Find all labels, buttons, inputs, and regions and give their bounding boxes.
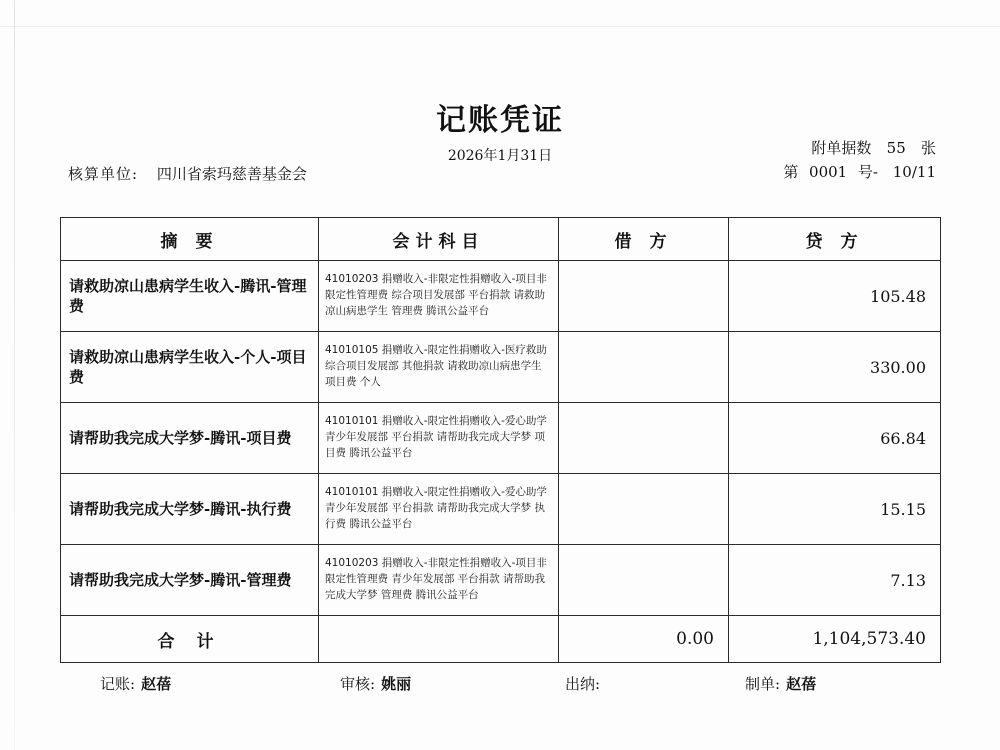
preparer-label: 制单: bbox=[745, 675, 781, 693]
row-abstract: 请救助凉山患病学生收入-腾讯-管理费 bbox=[61, 261, 319, 332]
total-spacer bbox=[319, 616, 559, 663]
voucher-number-suffix: 号- bbox=[857, 163, 878, 181]
row-abstract: 请帮助我完成大学梦-腾讯-管理费 bbox=[61, 545, 319, 616]
total-label: 合 计 bbox=[61, 616, 319, 663]
row-credit: 15.15 bbox=[729, 474, 941, 545]
table-row bbox=[61, 545, 941, 616]
column-header-abstract: 摘 要 bbox=[61, 218, 319, 261]
recorder-label: 记账: bbox=[100, 675, 136, 693]
attachment-count: 55 bbox=[886, 139, 906, 157]
accounting-unit-label: 核算单位: bbox=[68, 165, 139, 183]
row-credit: 7.13 bbox=[729, 545, 941, 616]
row-credit: 105.48 bbox=[729, 261, 941, 332]
row-abstract: 请帮助我完成大学梦-腾讯-执行费 bbox=[61, 474, 319, 545]
attachment-count-group bbox=[811, 137, 936, 158]
row-debit bbox=[559, 403, 729, 474]
row-debit bbox=[559, 545, 729, 616]
row-abstract: 请救助凉山患病学生收入-个人-项目费 bbox=[61, 332, 319, 403]
preparer-name: 赵蓓 bbox=[786, 675, 817, 693]
accounting-unit bbox=[68, 163, 307, 184]
total-credit: 1,104,573.40 bbox=[729, 616, 941, 663]
table-total-row bbox=[61, 616, 941, 663]
accounting-unit-value: 四川省索玛慈善基金会 bbox=[156, 165, 307, 183]
row-abstract: 请帮助我完成大学梦-腾讯-项目费 bbox=[61, 403, 319, 474]
column-header-debit: 借 方 bbox=[559, 218, 729, 261]
page-title: 记账凭证 bbox=[436, 103, 564, 138]
row-subject: 41010101 捐赠收入-限定性捐赠收入-爱心助学 青少年发展部 平台捐款 请帮助我完成大学梦 项目费 腾讯公益平台 bbox=[319, 403, 559, 474]
row-subject: 41010203 捐赠收入-非限定性捐赠收入-项目非限定性管理费 青少年发展部 平台捐款 请帮助我完成大学梦 管理费 腾讯公益平台 bbox=[319, 545, 559, 616]
attachment-unit: 张 bbox=[920, 139, 936, 157]
voucher-number-label: 第 bbox=[783, 163, 799, 181]
table-row bbox=[61, 474, 941, 545]
voucher-document bbox=[60, 95, 940, 694]
row-debit bbox=[559, 261, 729, 332]
row-credit: 66.84 bbox=[729, 403, 941, 474]
page-indicator: 10/11 bbox=[892, 163, 936, 181]
voucher-number-group bbox=[783, 161, 936, 182]
column-header-subject: 会计科目 bbox=[319, 218, 559, 261]
row-credit: 330.00 bbox=[729, 332, 941, 403]
table-row bbox=[61, 261, 941, 332]
table-row bbox=[61, 403, 941, 474]
row-subject: 41010105 捐赠收入-限定性捐赠收入-医疗救助 综合项目发展部 其他捐款 请救助凉山病患学生 项目费 个人 bbox=[319, 332, 559, 403]
voucher-date: 2026年1月31日 bbox=[447, 148, 553, 164]
signature-recorder bbox=[60, 673, 340, 694]
attachment-label: 附单据数 bbox=[811, 139, 872, 157]
row-debit bbox=[559, 474, 729, 545]
table-header-row bbox=[61, 218, 941, 261]
signature-row bbox=[60, 673, 940, 694]
auditor-label: 审核: bbox=[340, 675, 376, 693]
signature-auditor bbox=[340, 673, 565, 694]
row-debit bbox=[559, 332, 729, 403]
signature-cashier bbox=[565, 673, 745, 694]
scan-edge-top bbox=[0, 26, 1000, 27]
table-row bbox=[61, 332, 941, 403]
auditor-name: 姚丽 bbox=[381, 675, 412, 693]
cashier-label: 出纳: bbox=[565, 675, 601, 693]
row-subject: 41010203 捐赠收入-非限定性捐赠收入-项目非限定性管理费 综合项目发展部 平台捐款 请救助凉山病患学生 管理费 腾讯公益平台 bbox=[319, 261, 559, 332]
signature-preparer bbox=[745, 673, 940, 694]
column-header-credit: 贷 方 bbox=[729, 218, 941, 261]
row-subject: 41010101 捐赠收入-限定性捐赠收入-爱心助学 青少年发展部 平台捐款 请帮助我完成大学梦 执行费 腾讯公益平台 bbox=[319, 474, 559, 545]
voucher-number-value: 0001 bbox=[809, 163, 848, 181]
recorder-name: 赵蓓 bbox=[141, 675, 172, 693]
scan-edge-left bbox=[14, 0, 15, 750]
total-debit: 0.00 bbox=[559, 616, 729, 663]
voucher-table bbox=[60, 217, 941, 663]
